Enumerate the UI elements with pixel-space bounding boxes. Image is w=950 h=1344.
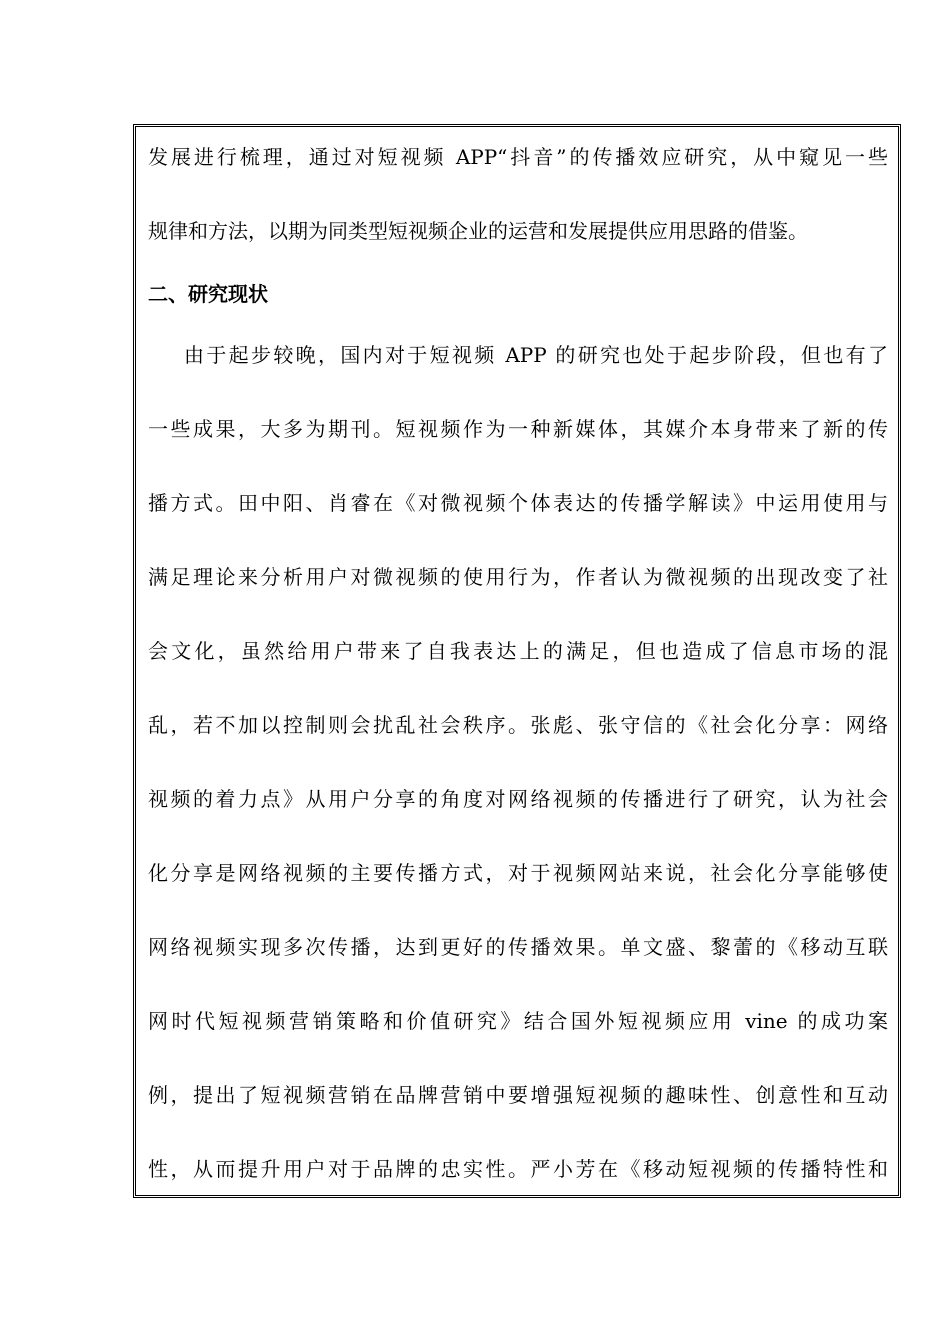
text-line: 满足理论来分析用户对微视频的使用行为，作者认为微视频的出现改变了社 xyxy=(148,565,888,589)
text-line: 一些成果，大多为期刊。短视频作为一种新媒体，其媒介本身带来了新的传 xyxy=(148,417,888,441)
text-line: 例，提出了短视频营销在品牌营销中要增强短视频的趣味性、创意性和互动 xyxy=(148,1083,888,1107)
text-line: 网络视频实现多次传播，达到更好的传播效果。单文盛、黎蕾的《移动互联 xyxy=(148,935,888,959)
text-line: 乱，若不加以控制则会扰乱社会秩序。张彪、张守信的《社会化分享：网络 xyxy=(148,713,888,737)
text-line: 化分享是网络视频的主要传播方式，对于视频网站来说，社会化分享能够使 xyxy=(148,861,888,885)
text-line: 播方式。田中阳、肖睿在《对微视频个体表达的传播学解读》中运用使用与 xyxy=(148,491,888,515)
text-line: 性，从而提升用户对于品牌的忠实性。严小芳在《移动短视频的传播特性和 xyxy=(148,1157,888,1181)
section-heading: 二、研究现状 xyxy=(148,282,268,306)
text-line: 会文化，虽然给用户带来了自我表达上的满足，但也造成了信息市场的混 xyxy=(148,639,888,663)
text-line: 发展进行梳理，通过对短视频 APP“抖音”的传播效应研究，从中窥见一些 xyxy=(148,145,888,169)
text-line: 视频的着力点》从用户分享的角度对网络视频的传播进行了研究，认为社会 xyxy=(148,787,888,811)
text-line: 网时代短视频营销策略和价值研究》结合国外短视频应用 vine 的成功案 xyxy=(148,1009,888,1033)
text-line: 由于起步较晚，国内对于短视频 APP 的研究也处于起步阶段，但也有了 xyxy=(184,343,888,367)
document-frame xyxy=(133,124,901,1198)
text-line: 规律和方法，以期为同类型短视频企业的运营和发展提供应用思路的借鉴。 xyxy=(148,219,808,243)
